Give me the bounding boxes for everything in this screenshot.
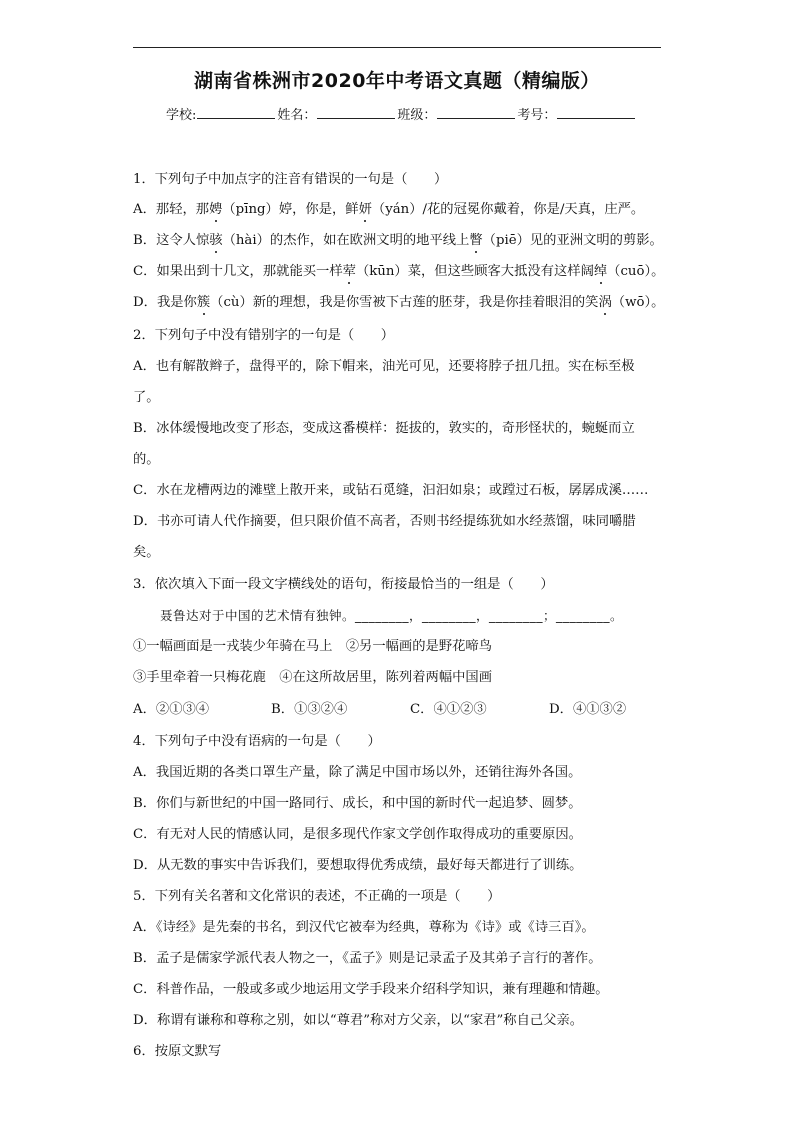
q3-choice-c: C．④①②③: [410, 702, 487, 717]
q1-a-text: （yán）/花的冠冕你戴着，你是/天真，庄严。: [371, 202, 645, 217]
q2-stem: 2．下列句子中没有错别字的一句是（ ）: [133, 328, 395, 343]
q1-b-dotted-char: 骇: [209, 233, 223, 248]
q1-a-dotted-char: 妍: [358, 202, 372, 217]
q2-option-d-cont: 矣。: [133, 545, 160, 560]
q4-stem: 4．下列句子中没有语病的一句是（ ）: [133, 734, 381, 749]
q6-stem: 6．按原文默写: [133, 1044, 222, 1059]
q2-option-d: D．书亦可请人代作摘要，但只限价值不高者，否则书经提练犹如水经蒸馏，味同嚼腊: [133, 514, 636, 529]
q1-b-text: （hài）的杰作，如在欧洲文明的地平线上: [222, 233, 470, 248]
name-blank: [317, 106, 395, 119]
q3-choice-a: A．②①③④: [133, 702, 210, 717]
q5-stem: 5．下列有关名著和文化常识的表述，不正确的一项是（ ）: [133, 889, 501, 904]
q5-option-d: D．称谓有谦称和尊称之别，如以“尊君”称对方父亲，以“家君”称自己父亲。: [133, 1013, 584, 1028]
q2-option-a-cont: 了。: [133, 390, 160, 405]
q1-a-text: A．那轻，那: [133, 202, 210, 217]
q1-option-c: [133, 263, 664, 281]
q3-choice-b: B．①③②④: [271, 702, 348, 717]
school-label: 学校:: [166, 108, 197, 123]
name-label: 姓名：: [277, 108, 317, 123]
q1-d-text: D．我是你: [133, 295, 197, 310]
q1-stem: 1．下列句子中加点字的注音有错误的一句是（ ）: [133, 172, 448, 187]
class-blank: [437, 106, 515, 119]
q4-option-c: C．有无对人民的情感认同，是很多现代作家文学创作取得成功的重要原因。: [133, 827, 582, 842]
q3-choice-d: D．④①③②: [549, 702, 627, 717]
q1-option-b: [133, 232, 663, 250]
q5-option-a: A．《诗经》是先秦的书名，到汉代它被奉为经典，尊称为《诗》或《诗三百》。: [133, 920, 595, 935]
q1-option-a: [133, 201, 644, 219]
q1-d-dotted-char: 涡: [598, 295, 612, 310]
q5-option-b: B．孟子是儒家学派代表人物之一，《孟子》则是记录孟子及其弟子言行的著作。: [133, 951, 602, 966]
exam-no-label: 考号：: [517, 108, 557, 123]
q4-option-a: A．我国近期的各类口罩生产量，除了满足中国市场以外，还销往海外各国。: [133, 765, 582, 780]
class-label: 班级：: [397, 108, 437, 123]
q4-option-d: D．从无数的事实中告诉我们，要想取得优秀成绩，最好每天都进行了训练。: [133, 858, 583, 873]
q1-c-dotted-char: 荤: [342, 264, 356, 279]
q1-a-dotted-char: 娉: [209, 202, 223, 217]
q3-stem: 3．依次填入下面一段文字横线处的语句，衔接最恰当的一组是（ ）: [133, 577, 554, 592]
q1-b-text: （piē）见的亚洲文明的剪影。: [482, 233, 663, 248]
q3-passage: 聂鲁达对于中国的艺术情有独钟。________，________，________；________。: [160, 608, 624, 623]
q1-b-dotted-char: 瞥: [469, 233, 483, 248]
page-title: 湖南省株洲市2020年中考语文真题（精编版）: [194, 70, 600, 92]
q2-option-c: C．水在龙槽两边的滩壁上散开来，或钻石觅缝，汩汩如泉；或蹚过石板，孱孱成溪……: [133, 483, 649, 498]
q1-b-text: B．这令人惊: [133, 233, 210, 248]
exam-no-blank: [557, 106, 635, 119]
q1-c-dotted-char: 绰: [593, 264, 608, 279]
q1-c-text: C．如果出到十几文，那就能买一样: [133, 264, 343, 279]
q1-c-text: （kūn）菜，但这些顾客大抵没有这样阔: [355, 264, 594, 279]
school-blank: [197, 106, 275, 119]
q1-a-text: （pīng）婷，你是，鲜: [222, 202, 359, 217]
q1-d-dotted-char: 簇: [196, 295, 211, 310]
student-info-line: [166, 104, 637, 123]
header-rule: [133, 47, 661, 48]
q2-option-b-cont: 的。: [133, 452, 160, 467]
q1-c-text: （cuō）。: [607, 264, 665, 279]
q2-option-a: A．也有解散辫子，盘得平的，除下帽来，油光可见，还要将脖子扭几扭。实在标至极: [133, 359, 635, 374]
q2-option-b: B．冰体缓慢地改变了形态，变成这番模样：挺拔的，敦实的，奇形怪状的，蜿蜒而立: [133, 421, 635, 436]
q3-sentences-1: ①一幅画面是一戎装少年骑在马上 ②另一幅画的是野花啼鸟: [133, 639, 493, 654]
q1-option-d: [133, 294, 664, 312]
q3-sentences-2: ③手里牵着一只梅花鹿 ④在这所故居里，陈列着两幅中国画: [133, 670, 493, 685]
q1-d-text: （cù）新的理想，我是你雪被下古莲的胚芽，我是你挂着眼泪的笑: [210, 295, 599, 310]
q4-option-b: B．你们与新世纪的中国一路同行、成长，和中国的新时代一起追梦、圆梦。: [133, 796, 582, 811]
q1-d-text: （wō）。: [611, 295, 665, 310]
q5-option-c: C．科普作品，一般或多或少地运用文学手段来介绍科学知识，兼有理趣和情趣。: [133, 982, 609, 997]
